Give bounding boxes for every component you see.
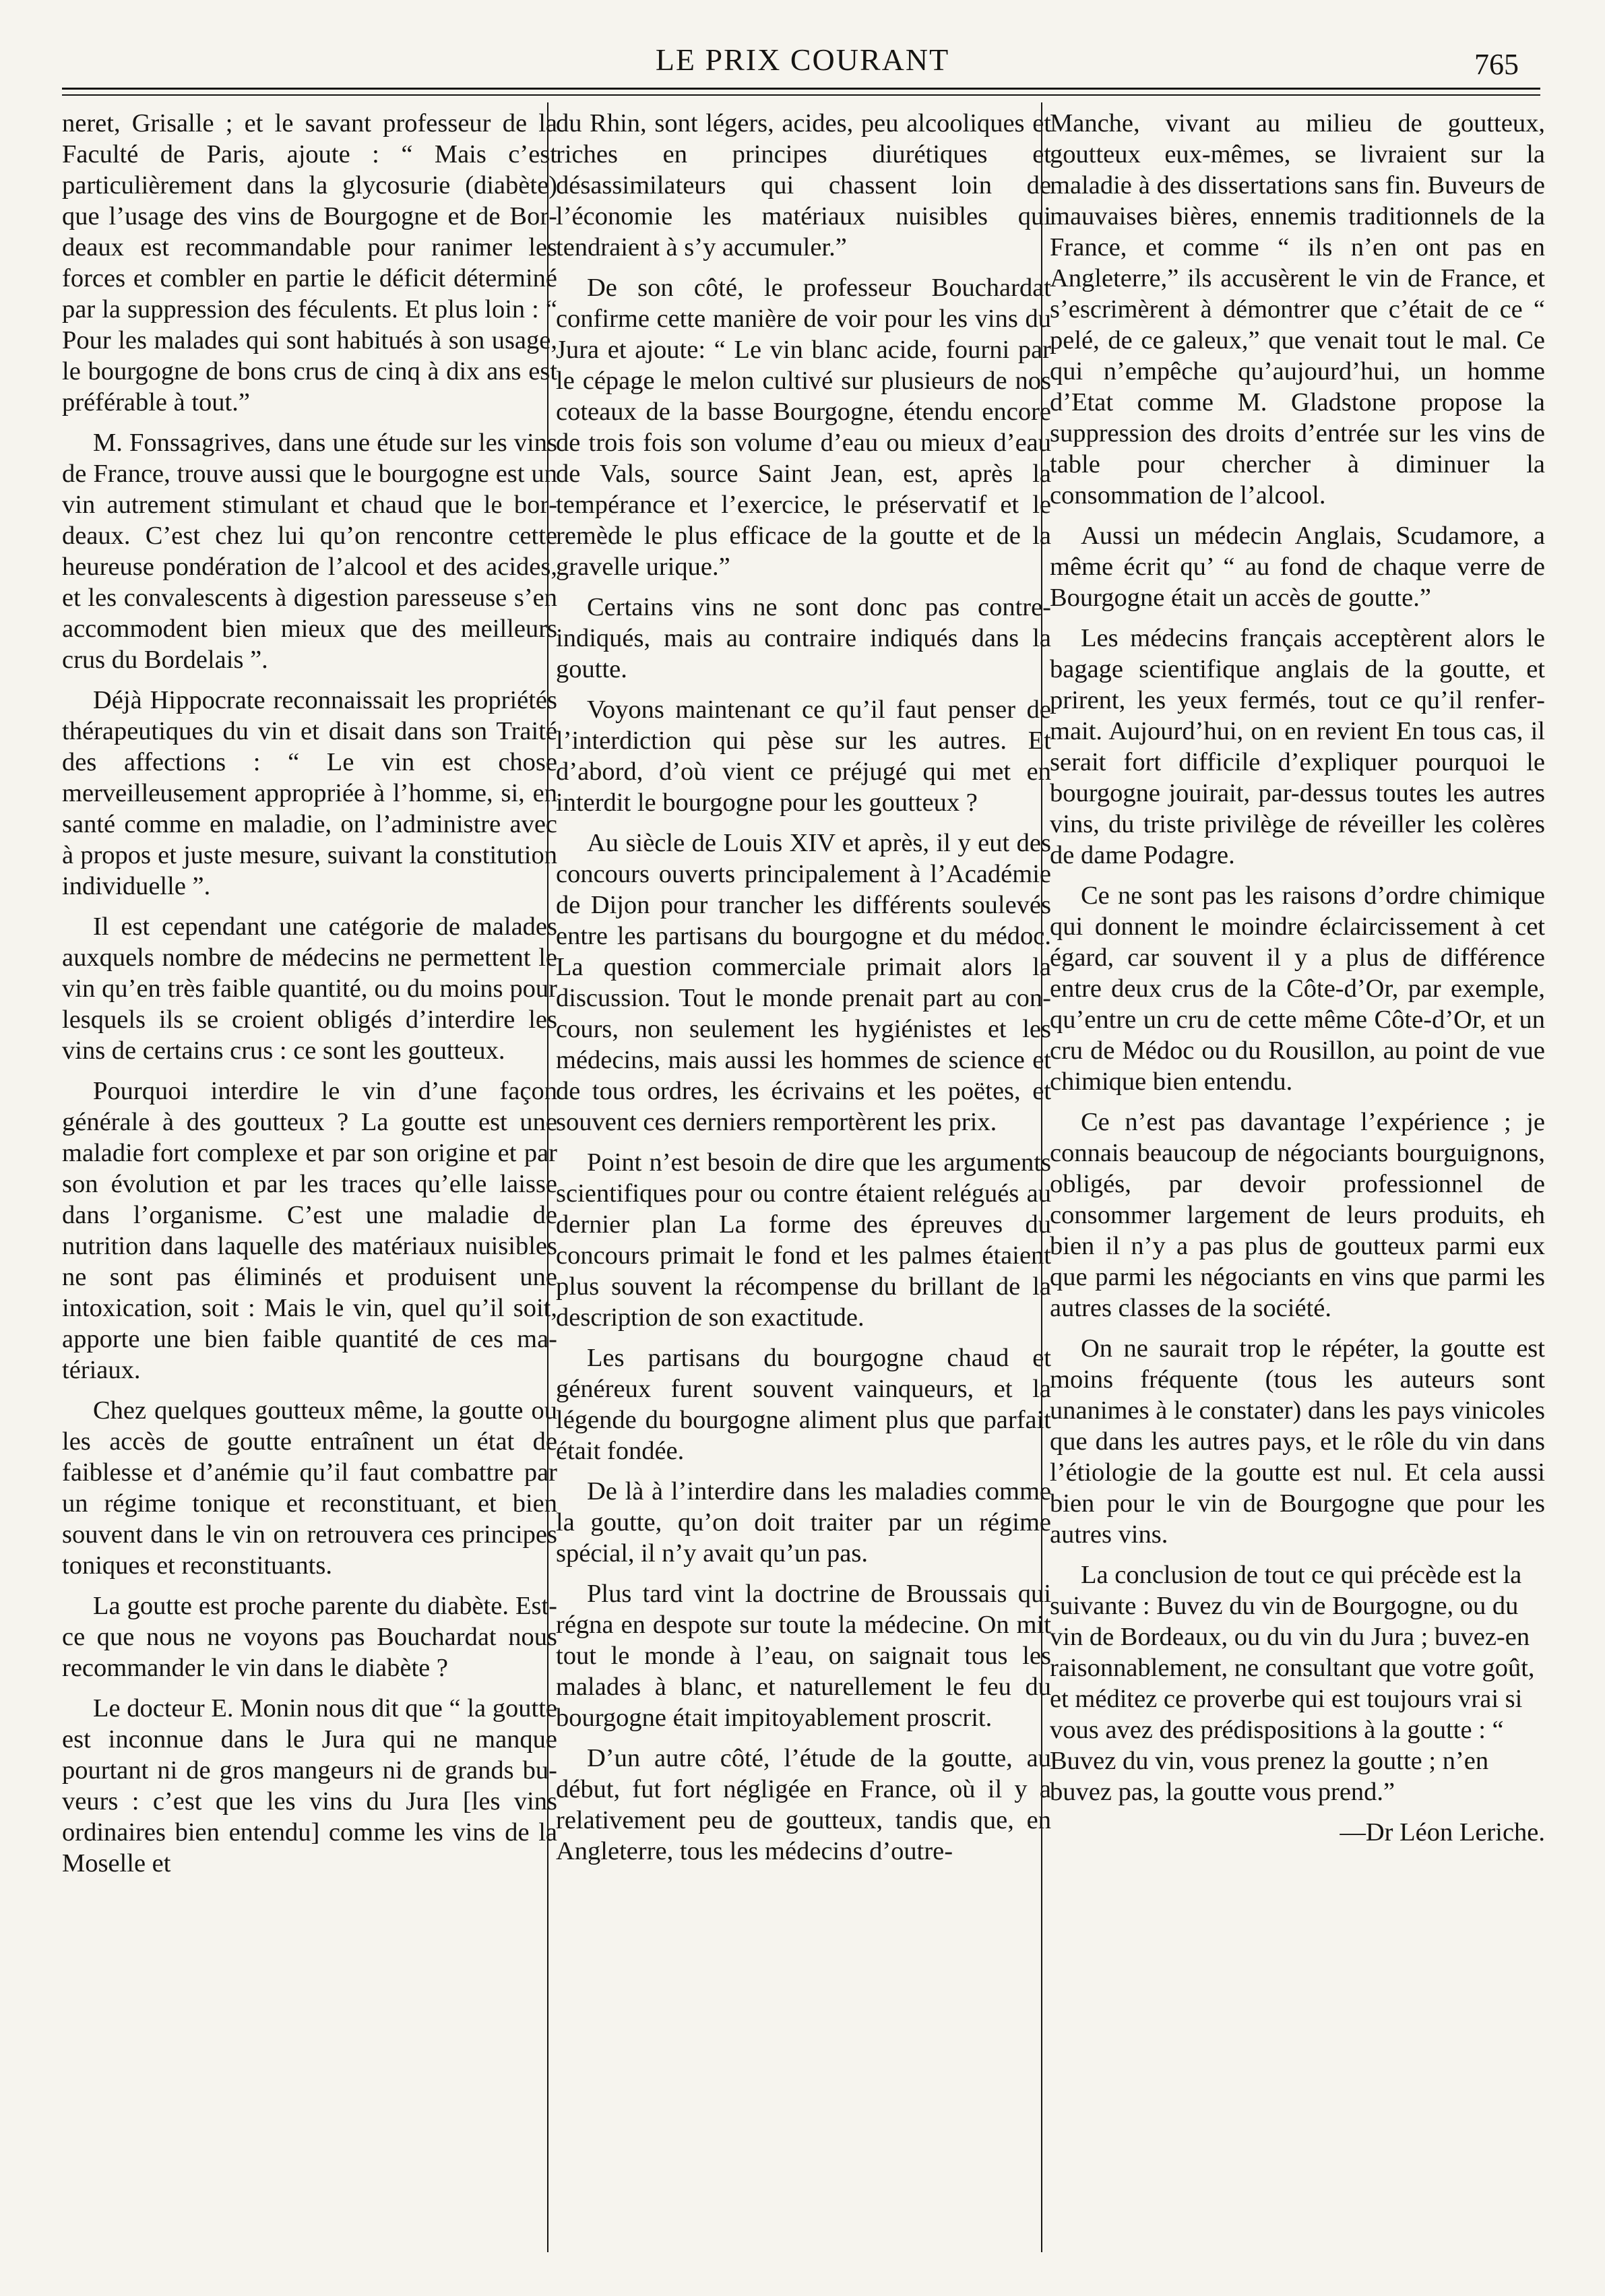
paragraph: du Rhin, sont légers, acides, peu alcooliques et riches en principes diurétiques et désassimilateurs qui chassent loin de l’économie les matériaux nuisibles qui tendraient à s’y accumuler.” [556,109,1051,261]
paragraph: La conclusion de tout ce qui précède est la suivante : Buvez du vin de Bourgogne, ou du vin de Bordeaux, ou du vin du Jura ; buvez-en raisonnablement, ne consultant que votre goût, et méditez ce proverbe qui est toujours vrai si vous avez des prédispositions à la goutte : “ Buvez du vin, vous prenez la goutte ; n’en buvez pas, la goutte vous prend.” [1050,1561,1535,1806]
paragraph: Voyons maintenant ce qu’il faut penser de l’interdiction qui pèse sur les autres. Et d’abord, d’où vient ce préjugé qui met en interdit le bourgogne pour les goutteux ? [556,695,1051,817]
paragraph: neret, Grisalle ; et le savant professeur de la Faculté de Paris, ajoute : “ Mais c’est particulièrement dans la glycosurie (diabète) que l’usage des vins de Bourgogne et de Bordeaux est recommandable pour ranimer les forces et combler en partie le déficit déterminé par la suppression des féculents. Et plus loin : “ Pour les malades qui sont habitués à son usage, le bourgogne de bons crus de cinq à dix ans est préférable à tout.” [62,109,557,416]
header-rule-thin [62,94,1540,96]
author-signature: —Dr Léon Leriche. [1340,1818,1545,1847]
paragraph: M. Fonssagrives, dans une étude sur les vins de France, trouve aussi que le bourgogne est un vin autrement stimulant et chaud que le bordeaux. C’est chez lui qu’on rencontre cette heureuse pondération de l’alcool et des acides, et les convalescents à digestion paresseuse s’en accommodent bien mieux que des meilleurs crus du Bordelais ”. [62,429,557,674]
paragraph: On ne saurait trop le répéter, la goutte est moins fréquente (tous les auteurs sont unanimes à le constater) dans les pays vinicoles que dans les autres pays, et le rôle du vin dans l’étiologie de la goutte est nul. Et cela aussi bien pour le vin de Bourgogne que pour les autres vins. [1050,1334,1545,1549]
paragraph: Il est cependant une catégorie de malades auxquels nombre de médecins ne permettent le vin qu’en très faible quantité, ou du moins pour lesquels ils se croient obligés d’interdire les vins de certains crus : ce sont les goutteux. [62,912,557,1065]
paragraph: Point n’est besoin de dire que les arguments scientifiques pour ou contre étaient relégués au dernier plan La forme des épreuves du concours primait le fond et les palmes étaient plus souvent la récompense du brillant de la description de son exactitude. [556,1148,1051,1332]
paragraph: De son côté, le professeur Bouchardat confirme cette manière de voir pour les vins du Jura et ajoute: “ Le vin blanc acide, fourni par le cépage le melon cultivé sur plusieurs de nos coteaux de la basse Bourgogne, étendu encore de trois fois son volume d’eau ou mieux d’eau de Vals, source Saint Jean, est, après la tempérance et l’exercice, le préservatif et le remède le plus efficace de la goutte et de la gravelle urique.” [556,274,1051,581]
paragraph: Chez quelques goutteux même, la goutte ou les accès de goutte entraînent un état de faiblesse et d’anémie qu’il faut combattre par un régime tonique et reconstituant, et bien souvent dans le vin on retrouvera ces principes toniques et reconstituants. [62,1396,557,1580]
paragraph: Plus tard vint la doctrine de Broussais qui régna en despote sur toute la médecine. On mit tout le monde à l’eau, on saignait tous les malades à blanc, et naturellement le feu du bourgogne était impitoyablement proscrit. [556,1580,1051,1732]
paragraph: Ce n’est pas davantage l’expérience ; je connais beaucoup de négociants bourguignons, obligés, par devoir professionnel de consommer largement de leurs produits, eh bien il n’y a pas plus de goutteux parmi eux que parmi les négociants en vins que parmi les autres classes de la société. [1050,1108,1545,1322]
header-rule [62,88,1540,90]
paragraph: Certains vins ne sont donc pas contre-indiqués, mais au contraire indiqués dans la goutte. [556,593,1051,683]
running-title: LE PRIX COURANT [655,42,950,77]
paragraph: Ce ne sont pas les raisons d’ordre chimique qui donnent le moindre éclaircissement à cet égard, car souvent il y a plus de différence entre deux crus de la Côte-d’Or, par exemple, qu’entre un cru de cette même Côte-d’Or, et un cru de Médoc ou du Rousillon, au point de vue chimique bien entendu. [1050,881,1545,1096]
paragraph: Le docteur E. Monin nous dit que “ la goutte est inconnue dans le Jura qui ne manque pourtant ni de gros mangeurs ni de grands buveurs : c’est que les vins du Jura [les vins ordinaires bien entendu] comme les vins de la Moselle et [62,1694,557,1878]
paragraph: D’un autre côté, l’étude de la goutte, au début, fut fort négligée en France, où il y a relativement peu de goutteux, tandis que, en Angleterre, tous les médecins d’outre- [556,1744,1051,1865]
paragraph: Au siècle de Louis XIV et après, il y eut des concours ouverts principalement à l’Académie de Dijon pour trancher les différents soulevés entre les partisans du bourgogne et du médoc. La question commerciale primait alors la discussion. Tout le monde prenait part au concours, non seulement les hygiénistes et les médecins, mais aussi les hommes de science et de tous ordres, les écrivains et les poëtes, et souvent ces derniers remportèrent les prix. [556,829,1051,1136]
column-2 [556,108,1051,1876]
page-number: 765 [1474,48,1519,81]
paragraph: Pourquoi interdire le vin d’une façon générale à des goutteux ? La goutte est une maladie fort complexe et par son origine et par son évolution et par les traces qu’elle laisse dans l’organisme. C’est une maladie de nutrition dans laquelle des matériaux nuisibles ne sont pas éliminés et produisent une intoxication, soit : Mais le vin, quel qu’il soit, apporte une bien faible quantité de ces matériaux. [62,1077,557,1384]
column-1 [62,108,557,1888]
column-3 [1050,108,1545,1857]
paragraph: La goutte est proche parente du diabète. Est-ce que nous ne voyons pas Bouchardat nous recommander le vin dans le diabète ? [62,1592,557,1682]
paragraph: Les partisans du bourgogne chaud et généreux furent souvent vainqueurs, et la légende du bourgogne aliment plus que parfait était fondée. [556,1344,1051,1465]
paragraph: De là à l’interdire dans les maladies comme la goutte, qu’on doit traiter par un régime spécial, il n’y avait qu’un pas. [556,1477,1051,1568]
paragraph: Aussi un médecin Anglais, Scudamore, a même écrit qu’ “ au fond de chaque verre de Bourgogne était un accès de goutte.” [1050,522,1545,612]
paragraph: Manche, vivant au milieu de goutteux, goutteux eux-mêmes, se livraient sur la maladie à des dissertations sans fin. Buveurs de mauvaises bières, ennemis traditionnels de la France, et comme “ ils n’en ont pas en Angleterre,” ils accusèrent le vin de France, et s’escrimèrent à démontrer que c’était de ce “ pelé, de ce galeux,” que venait tout le mal. Ce qui n’empêche qu’aujourd’hui, un homme d’Etat comme M. Gladstone propose la suppression des droits d’entrée sur les vins de table pour chercher à diminuer la consommation de l’alcool. [1050,109,1545,509]
paragraph: Les médecins français acceptèrent alors le bagage scientifique anglais de la goutte, et prirent, les yeux fermés, tout ce qu’il renfermait. Aujourd’hui, on en revient En tous cas, il serait fort difficile d’expliquer pourquoi le bourgogne jouirait, par-dessus toutes les autres vins, du triste privilège de réveiller les colères de dame Podagre. [1050,624,1545,869]
paragraph: Déjà Hippocrate reconnaissait les propriétés thérapeutiques du vin et disait dans son Traité des affections : “ Le vin est chose merveilleusement appropriée à l’homme, si, en santé comme en maladie, on l’administre avec à propos et juste mesure, suivant la constitution individuelle ”. [62,686,557,900]
